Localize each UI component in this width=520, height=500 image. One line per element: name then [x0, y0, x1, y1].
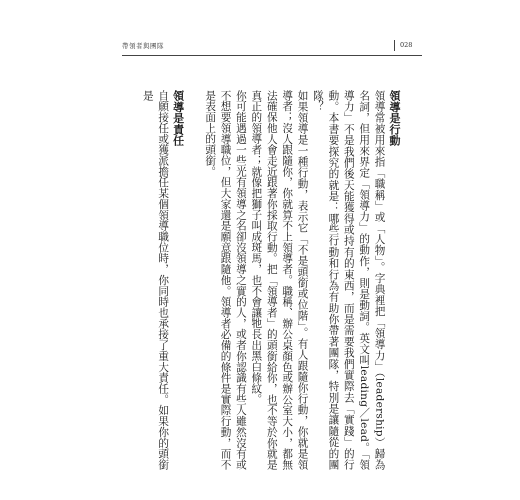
book-title: 帶領者與團隊 [122, 42, 164, 50]
section-title: 領導是責任 [171, 90, 185, 147]
paragraph: 如果領導是一種行動，表示它「不是頭銜或位階」。有人跟隨你行動，你就是領導者；沒人跟隨你，你就算不上領導者。職稱、辦公桌顏色或辦公室大小，都無法確保他人會走近跟著你採取行動。把「領導者」的頭銜給你，也不等於你就是真正的領導者；就像把獅子叫成斑馬，也不會讓牠長出黑白條紋。 [250, 90, 309, 470]
running-head [122, 41, 422, 56]
paragraph: 自願接任或獲派擔任某個領導職位時，你同時也承接了重大責任。如果你的頭銜是 [141, 90, 170, 470]
body-text [120, 90, 402, 470]
page-number: 028 [400, 41, 413, 49]
section-title: 領導是行動 [388, 90, 401, 147]
paragraph: 你可能遇過一些光有領導之名卻沒領導之實的人，或者你認識有些人雖然沒有或不想要領導職位，但大家還是願意跟隨他。領導者必備的條件是實際行動，而不是表面上的頭銜。 [204, 90, 247, 470]
header-separator [394, 40, 395, 51]
paragraph: 領導常被用來指「職稱」或「人物」。字典裡把「領導力」（leadership）歸為名詞，但用來界定「領導力」的動作，則是動詞。英文叫leading／lead。「領導力」不是我們後天能獲得或持有的東西，而是需要我們實際去「實踐」的行動。本書要探究的就是：哪些行動和行為有助你帶著團隊，特別是讓隨從的團隊？ [311, 90, 386, 470]
